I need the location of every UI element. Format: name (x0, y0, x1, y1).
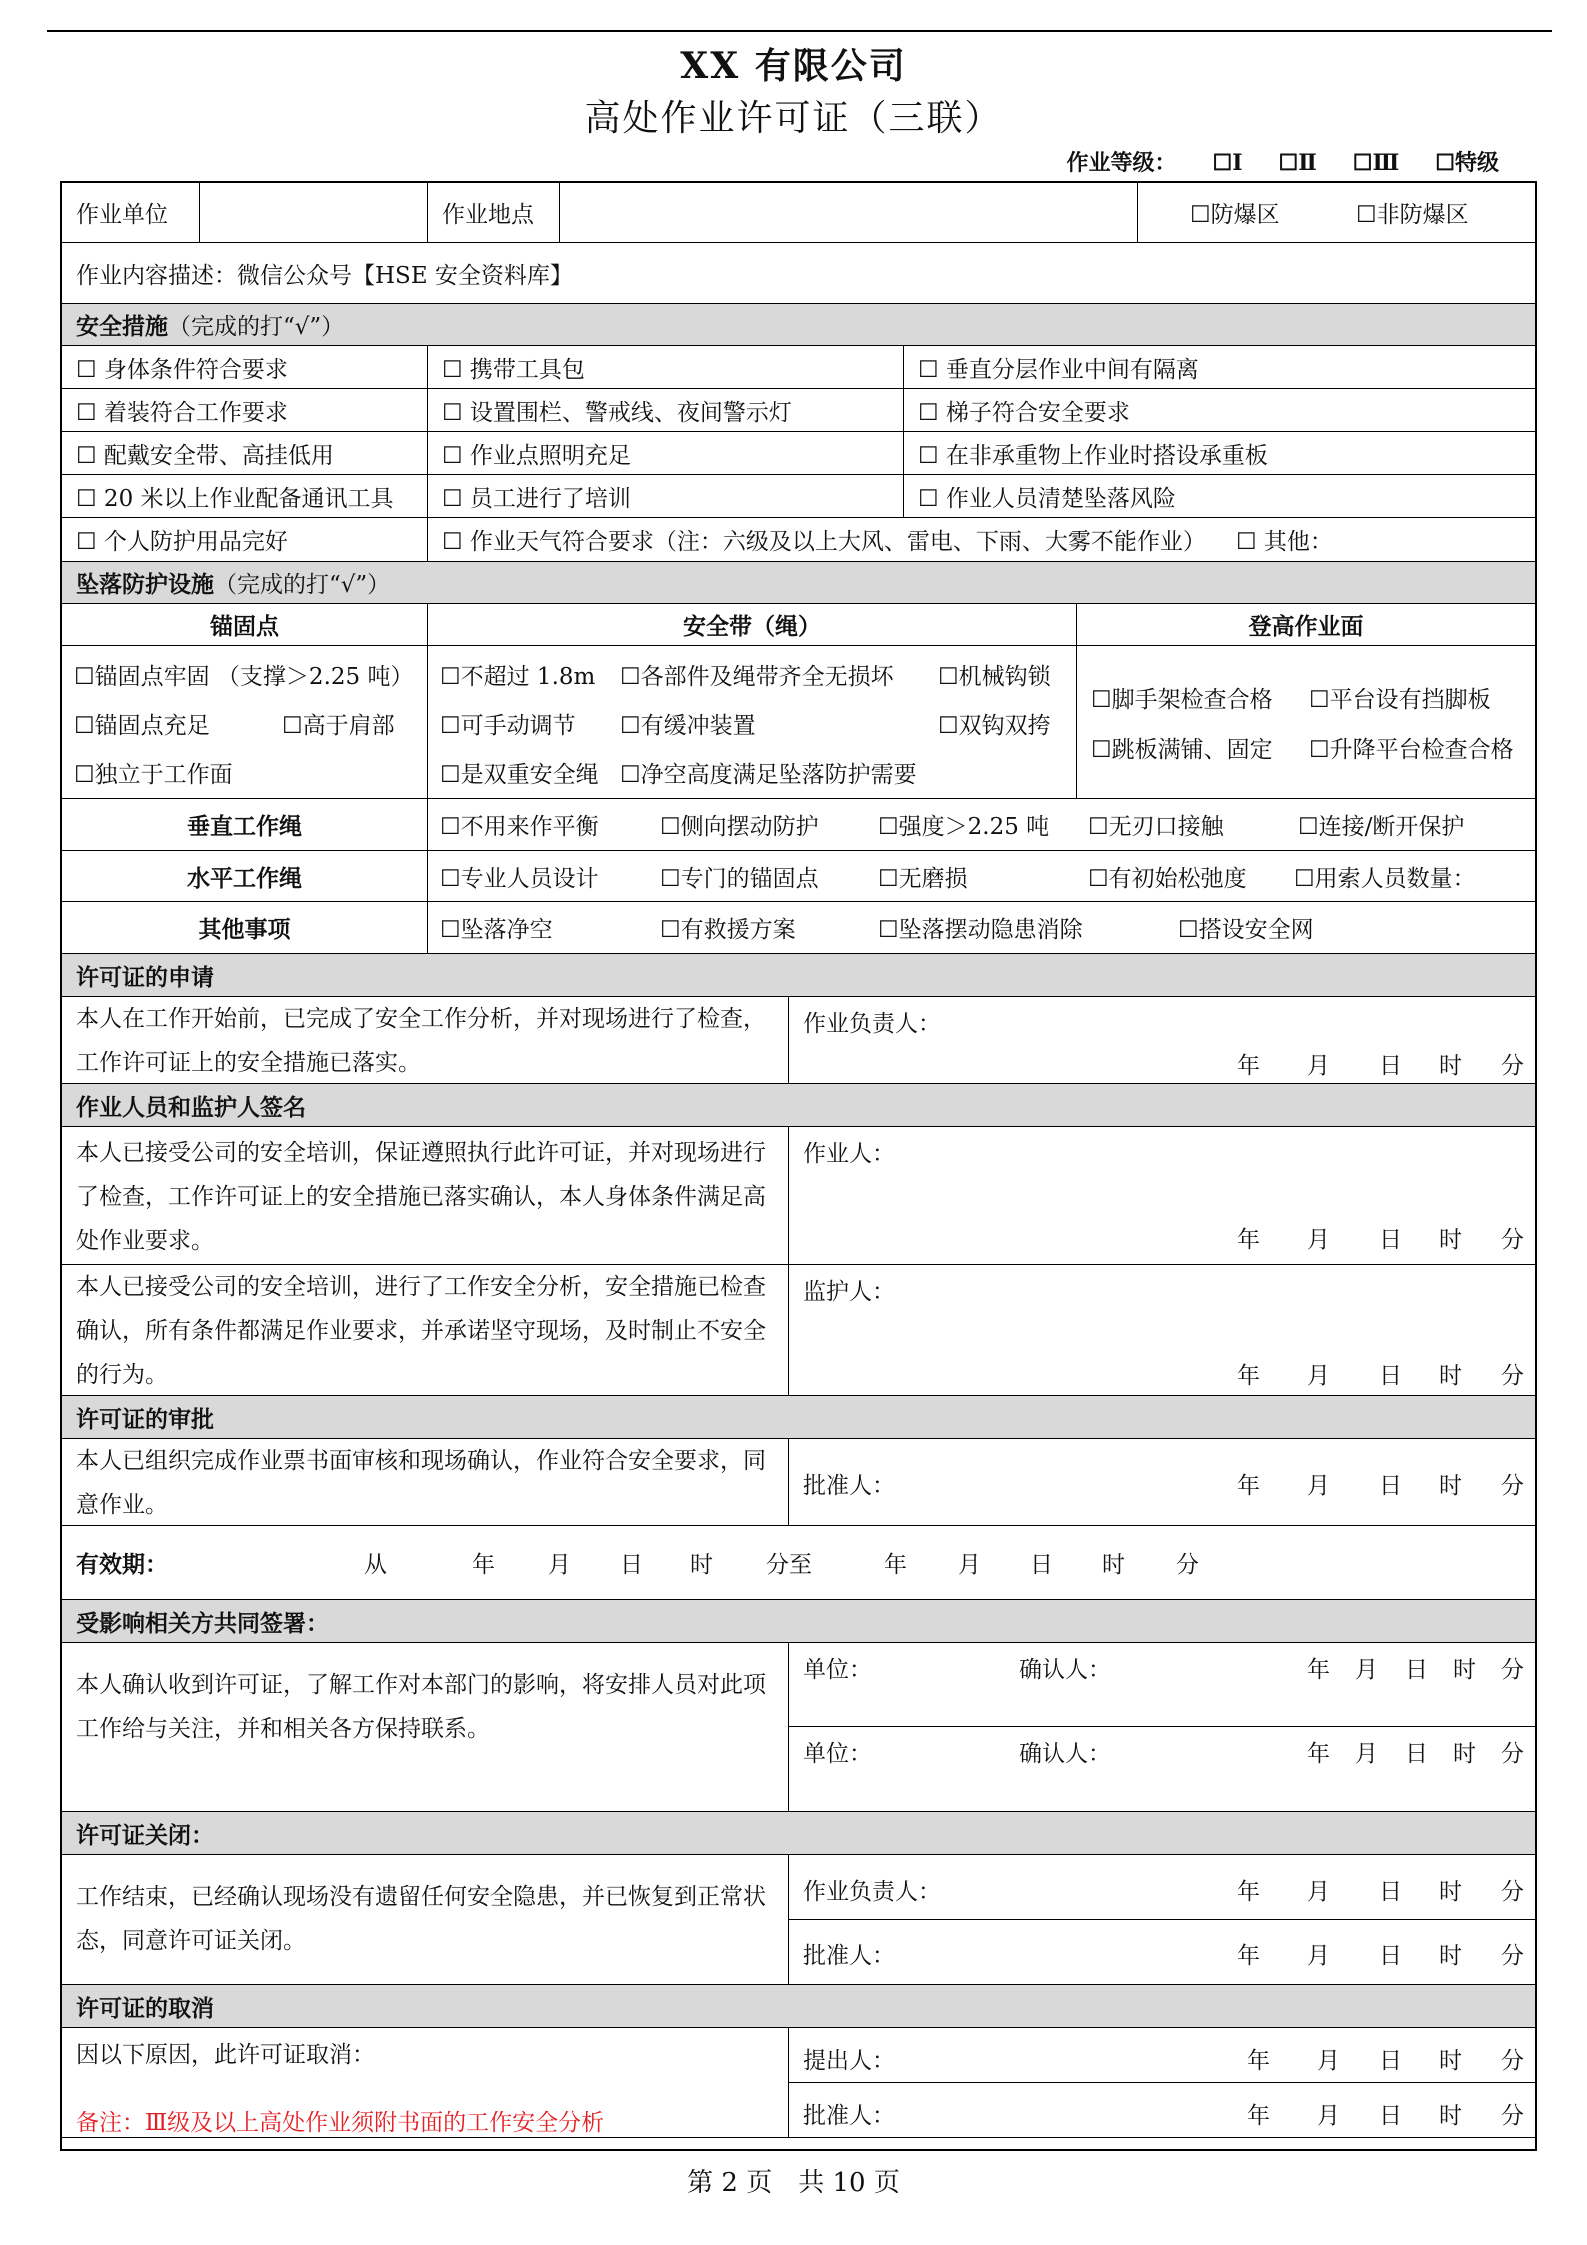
date-minute: 分 (1501, 1473, 1524, 1499)
guardian-statement (62, 1265, 789, 1395)
date-hour: 时 (1439, 1879, 1462, 1905)
belt-header: 安全带（绳） (428, 604, 1077, 645)
grade-option-2[interactable]: ☐Ⅱ (1278, 150, 1317, 176)
safety-title-text: 安全措施 (76, 313, 168, 340)
date-day: 日 (1379, 2048, 1402, 2074)
description-row (62, 243, 1535, 304)
cancel-title: 许可证的取消 (76, 1994, 214, 2022)
affected-sign-cell (789, 1643, 1535, 1811)
belt-item[interactable]: ☐各部件及绳带齐全无损坏 (620, 664, 894, 690)
approval-row (62, 1439, 1535, 1526)
application-title: 许可证的申请 (76, 963, 214, 991)
date-hour: 时 (1439, 1473, 1462, 1499)
anchor-header: 锚固点 (62, 604, 428, 645)
close-statement (62, 1855, 789, 1984)
date-year: 年 (1237, 1879, 1260, 1905)
horizontal-rope-label: 水平工作绳 (62, 851, 428, 901)
platform-item[interactable]: ☐脚手架检查合格 (1091, 687, 1273, 713)
grade-option-1[interactable]: ☐Ⅰ (1212, 150, 1243, 176)
safety-item[interactable]: ☐ 身体条件符合要求 (62, 346, 428, 388)
worker-statement (62, 1127, 789, 1264)
date-hour: 时 (1439, 2103, 1462, 2129)
sign-title: 作业人员和监护人签名 (76, 1093, 306, 1121)
safety-row (62, 518, 1535, 562)
date-minute: 分 (1501, 1227, 1524, 1253)
vertical-rope-row (62, 799, 1535, 851)
safety-item[interactable]: ☐ 作业点照明充足 (428, 432, 904, 474)
date-year: 年 (1247, 2103, 1270, 2129)
date-hour: 时 (1439, 1363, 1462, 1389)
grade-option-special[interactable]: ☐特级 (1435, 150, 1499, 176)
safety-row (62, 475, 1535, 518)
date-day: 日 (1379, 1227, 1402, 1253)
date-minute: 分 (1501, 2048, 1524, 2074)
fall-column-headers (62, 604, 1535, 646)
belt-item[interactable]: ☐可手动调节 (440, 713, 576, 739)
fall-section-header (62, 562, 1535, 604)
affected-section-header (62, 1600, 1535, 1643)
validity-year: 年 (472, 1552, 495, 1578)
vertical-rope-item[interactable]: ☐连接/断开保护 (1298, 814, 1465, 840)
affected-row (62, 1643, 1535, 1812)
vertical-rope-items (428, 799, 1535, 850)
close-row (62, 1855, 1535, 1985)
date-day: 日 (1379, 1943, 1402, 1969)
sign-section-header (62, 1084, 1535, 1127)
cancel-sign-cell (789, 2028, 1535, 2137)
date-year: 年 (1307, 1741, 1330, 1767)
close-sign-cell (789, 1855, 1535, 1984)
work-description[interactable]: 作业内容描述：微信公众号【HSE 安全资料库】 (76, 262, 573, 289)
date-hour: 时 (1453, 1741, 1476, 1767)
validity-hour: 时 (690, 1552, 713, 1578)
safety-section-header (62, 304, 1535, 346)
date-month: 月 (1307, 1943, 1330, 1969)
company-name: XX 有限公司 (680, 45, 907, 87)
anchor-cell (62, 646, 428, 798)
platform-item[interactable]: ☐跳板满铺、固定 (1091, 737, 1273, 763)
belt-item[interactable]: ☐不超过 1.8m (440, 664, 596, 690)
date-year: 年 (1237, 1227, 1260, 1253)
cancel-approver-label: 批准人： (803, 2103, 895, 2129)
remark-spacer (62, 2138, 1535, 2149)
anchor-item[interactable]: ☐独立于工作面 (74, 762, 233, 788)
date-hour: 时 (1439, 1943, 1462, 1969)
top-rule (47, 30, 1552, 32)
horizontal-rope-items (428, 851, 1535, 901)
affected-text: 本人确认收到许可证，了解工作对本部门的影响，将安排人员对此项工作给与关注，并和相关各方保持联系。 (76, 1672, 766, 1742)
approval-sign-cell[interactable] (789, 1439, 1535, 1525)
date-hour: 时 (1439, 1053, 1462, 1079)
affected-confirm-label: 确认人： (1019, 1741, 1111, 1767)
date-year: 年 (1237, 1473, 1260, 1499)
platform-item[interactable]: ☐升降平台检查合格 (1309, 737, 1514, 763)
date-minute: 分 (1501, 1741, 1524, 1767)
date-month: 月 (1307, 1227, 1330, 1253)
validity-cell[interactable] (62, 1526, 1535, 1599)
explosion-checkbox[interactable]: ☐防爆区 (1190, 202, 1280, 228)
cancel-text: 因以下原因，此许可证取消： (76, 2042, 375, 2068)
date-year: 年 (1247, 2048, 1270, 2074)
date-day: 日 (1379, 2103, 1402, 2129)
date-day: 日 (1379, 1363, 1402, 1389)
horizontal-rope-item[interactable]: ☐专门的锚固点 (660, 865, 819, 892)
anchor-item[interactable]: ☐高于肩部 (282, 713, 395, 739)
belt-item[interactable]: ☐双钩双挎 (938, 713, 1051, 739)
date-hour: 时 (1439, 2048, 1462, 2074)
date-year: 年 (1237, 1053, 1260, 1079)
platform-header: 登高作业面 (1248, 613, 1364, 640)
anchor-item[interactable]: ☐锚固点充足 (74, 713, 210, 739)
belt-cell (428, 646, 1077, 798)
validity-month: 月 (548, 1552, 571, 1578)
horizontal-rope-item[interactable]: ☐有初始松弛度 (1088, 865, 1247, 892)
anchor-item[interactable]: ☐锚固点牢固 （支撑＞2.25 吨） (74, 664, 414, 690)
belt-item[interactable]: ☐净空高度满足坠落防护需要 (620, 762, 917, 788)
non-explosion-checkbox[interactable]: ☐非防爆区 (1356, 202, 1469, 228)
approval-statement (62, 1439, 789, 1525)
close-title: 许可证关闭： (76, 1821, 214, 1849)
other-items-row (62, 902, 1535, 954)
safety-row (62, 346, 1535, 389)
fall-title-text: 坠落防护设施 (76, 571, 214, 598)
unit-label: 作业单位 (62, 183, 200, 242)
safety-item-other[interactable]: ☐ 其他： (1235, 529, 1333, 555)
grade-selector (1066, 146, 1499, 177)
close-section-header (62, 1812, 1535, 1855)
other-items (428, 902, 1535, 953)
close-leader-line[interactable] (789, 1855, 1535, 1920)
validity-year-end: 年 (884, 1552, 907, 1578)
safety-row (62, 432, 1535, 475)
horizontal-rope-item[interactable]: ☐无磨损 (878, 865, 968, 892)
affected-sign-line-2[interactable] (789, 1727, 1535, 1811)
worker-text: 本人已接受公司的安全培训，保证遵照执行此许可证，并对现场进行了检查，工作许可证上的安全措施已落实确认，本人身体条件满足高处作业要求。 (76, 1140, 766, 1254)
worker-label: 作业人： (803, 1141, 895, 1167)
application-section-header (62, 954, 1535, 997)
validity-from: 从 (364, 1552, 387, 1578)
site-field[interactable] (560, 183, 1138, 242)
application-sign-cell[interactable] (789, 997, 1535, 1083)
other-item[interactable]: ☐坠落摆动隐患消除 (878, 917, 1083, 943)
validity-hour-end: 时 (1102, 1552, 1125, 1578)
grade-label: 作业等级： (1066, 150, 1177, 176)
safety-item[interactable]: ☐ 着装符合工作要求 (62, 389, 428, 431)
affected-title: 受影响相关方共同签署： (76, 1609, 329, 1637)
safety-title (62, 304, 1535, 345)
safety-item[interactable]: ☐ 梯子符合安全要求 (918, 399, 1130, 426)
cancel-approver-line[interactable] (789, 2083, 1535, 2137)
guardian-sign-row (62, 1265, 1535, 1396)
date-year: 年 (1307, 1657, 1330, 1683)
guardian-sign-cell[interactable] (789, 1265, 1535, 1395)
application-row (62, 997, 1535, 1084)
date-month: 月 (1307, 1363, 1330, 1389)
vertical-rope-label: 垂直工作绳 (62, 799, 428, 850)
affected-sign-line-1[interactable] (789, 1643, 1535, 1727)
validity-row (62, 1526, 1535, 1600)
safety-item[interactable]: ☐ 员工进行了培训 (428, 475, 904, 517)
cancel-proposer-label: 提出人： (803, 2048, 895, 2074)
vertical-rope-item[interactable]: ☐侧向摆动防护 (660, 814, 819, 840)
header-row (62, 183, 1535, 243)
platform-cell (1077, 646, 1535, 798)
belt-item[interactable]: ☐是双重安全绳 (440, 762, 599, 788)
date-day: 日 (1379, 1473, 1402, 1499)
cancel-proposer-line[interactable] (789, 2028, 1535, 2083)
date-day: 日 (1379, 1879, 1402, 1905)
date-month: 月 (1307, 1473, 1330, 1499)
safety-item-weather[interactable]: ☐ 作业天气符合要求（注：六级及以上大风、雷电、下雨、大雾不能作业） (442, 529, 1206, 555)
date-month: 月 (1355, 1657, 1378, 1683)
safety-item[interactable]: ☐ 携带工具包 (428, 346, 904, 388)
affected-unit-label: 单位： (803, 1741, 872, 1767)
other-item[interactable]: ☐搭设安全网 (1178, 917, 1314, 943)
affected-confirm-label: 确认人： (1019, 1657, 1111, 1683)
other-items-label: 其他事项 (62, 902, 428, 953)
safety-item[interactable]: ☐ 设置围栏、警戒线、夜间警示灯 (428, 389, 904, 431)
grade-option-3[interactable]: ☐Ⅲ (1352, 150, 1400, 176)
other-item[interactable]: ☐坠落净空 (440, 917, 553, 943)
other-item[interactable]: ☐有救援方案 (660, 917, 796, 943)
date-day: 日 (1379, 1053, 1402, 1079)
date-month: 月 (1355, 1741, 1378, 1767)
validity-label: 有效期： (76, 1551, 168, 1578)
date-minute: 分 (1501, 2103, 1524, 2129)
close-approver-label: 批准人： (803, 1943, 895, 1969)
fall-note: （完成的打“√”） (214, 572, 391, 598)
validity-day-end: 日 (1030, 1552, 1053, 1578)
vertical-rope-item[interactable]: ☐强度＞2.25 吨 (878, 814, 1050, 840)
date-minute: 分 (1501, 1053, 1524, 1079)
date-month: 月 (1317, 2103, 1340, 2129)
validity-day: 日 (620, 1552, 643, 1578)
application-statement (62, 997, 789, 1083)
safety-item[interactable]: ☐ 作业人员清楚坠落风险 (918, 485, 1176, 512)
approval-label: 批准人： (803, 1473, 895, 1499)
guardian-text: 本人已接受公司的安全培训，进行了工作安全分析，安全措施已检查确认，所有条件都满足作业要求，并承诺坚守现场，及时制止不安全的行为。 (76, 1274, 766, 1388)
unit-field[interactable] (200, 183, 428, 242)
date-minute: 分 (1501, 1943, 1524, 1969)
safety-row (62, 389, 1535, 432)
validity-minute-end: 分 (1176, 1552, 1199, 1578)
date-year: 年 (1237, 1363, 1260, 1389)
horizontal-rope-item[interactable]: ☐用索人员数量： (1294, 865, 1476, 892)
worker-sign-row (62, 1127, 1535, 1265)
cancel-section-header (62, 1985, 1535, 2028)
validity-month-end: 月 (958, 1552, 981, 1578)
date-month: 月 (1307, 1053, 1330, 1079)
explosion-zone (1138, 183, 1535, 242)
close-text: 工作结束，已经确认现场没有遗留任何安全隐患，并已恢复到正常状态，同意许可证关闭。 (76, 1884, 766, 1954)
date-day: 日 (1405, 1657, 1428, 1683)
application-text: 本人在工作开始前，已完成了安全工作分析，并对现场进行了检查，工作许可证上的安全措施已落实。 (76, 1006, 766, 1076)
affected-statement (62, 1643, 789, 1811)
close-approver-line[interactable] (789, 1920, 1535, 1984)
permit-table (60, 181, 1537, 2151)
horizontal-rope-item[interactable]: ☐专业人员设计 (440, 865, 599, 892)
guardian-label: 监护人： (803, 1279, 895, 1305)
safety-item[interactable]: ☐ 垂直分层作业中间有隔离 (918, 356, 1199, 383)
date-day: 日 (1405, 1741, 1428, 1767)
vertical-rope-item[interactable]: ☐不用来作平衡 (440, 814, 599, 840)
form-title: 高处作业许可证（三联） (584, 98, 1003, 139)
safety-weather-cell (428, 518, 1535, 561)
date-hour: 时 (1439, 1227, 1462, 1253)
safety-item[interactable]: ☐ 在非承重物上作业时搭设承重板 (918, 442, 1268, 469)
safety-note: （完成的打“√”） (168, 314, 345, 340)
safety-item[interactable]: ☐ 20 米以上作业配备通讯工具 (62, 475, 428, 517)
fall-title (62, 562, 1535, 603)
date-year: 年 (1237, 1943, 1260, 1969)
remark: 备注：Ⅲ级及以上高处作业须附书面的工作安全分析 (76, 2110, 605, 2136)
worker-sign-cell[interactable] (789, 1127, 1535, 1264)
belt-item[interactable]: ☐有缓冲装置 (620, 713, 756, 739)
approval-title: 许可证的审批 (76, 1405, 214, 1433)
horizontal-rope-row (62, 851, 1535, 902)
vertical-rope-item[interactable]: ☐无刃口接触 (1088, 814, 1224, 840)
date-minute: 分 (1501, 1657, 1524, 1683)
application-signer-label: 作业负责人： (803, 1011, 941, 1037)
affected-unit-label: 单位： (803, 1657, 872, 1683)
fall-details-row (62, 646, 1535, 799)
safety-item[interactable]: ☐ 个人防护用品完好 (62, 518, 428, 561)
close-leader-label: 作业负责人： (803, 1879, 941, 1905)
safety-item[interactable]: ☐ 配戴安全带、高挂低用 (62, 432, 428, 474)
date-hour: 时 (1453, 1657, 1476, 1683)
page-footer: 第 2 页 共 10 页 (687, 2168, 900, 2198)
approval-text: 本人已组织完成作业票书面审核和现场确认，作业符合安全要求，同意作业。 (76, 1448, 766, 1518)
validity-minute-to: 分至 (766, 1552, 812, 1578)
date-minute: 分 (1501, 1879, 1524, 1905)
approval-section-header (62, 1396, 1535, 1439)
date-month: 月 (1307, 1879, 1330, 1905)
belt-item[interactable]: ☐机械钩锁 (938, 664, 1051, 690)
site-label: 作业地点 (428, 183, 560, 242)
date-minute: 分 (1501, 1363, 1524, 1389)
platform-item[interactable]: ☐平台设有挡脚板 (1309, 687, 1491, 713)
date-month: 月 (1317, 2048, 1340, 2074)
